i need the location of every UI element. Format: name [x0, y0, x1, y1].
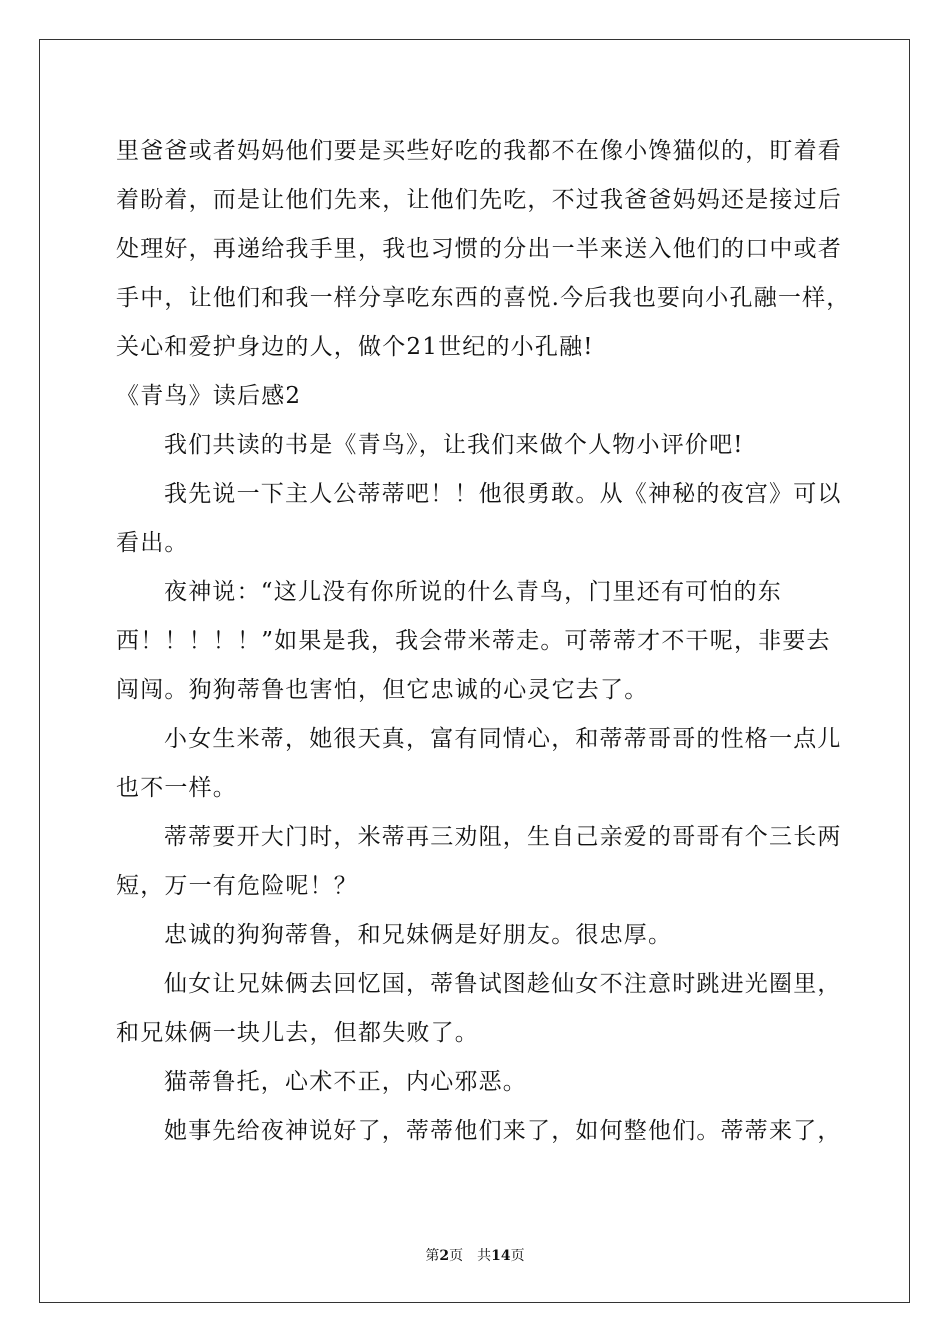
text-line-16: 短，万一有危险呢！？ [116, 873, 358, 899]
text-line-1: 里爸爸或者妈妈他们要是买些好吃的我都不在像小馋猫似的，盯着看 [116, 138, 842, 164]
page-number: 2 [439, 1248, 450, 1264]
text-line-12: 闯闯。狗狗蒂鲁也害怕，但它忠诚的心灵它去了。 [116, 677, 649, 703]
page-footer [0, 1245, 950, 1265]
text-line-18: 仙女让兄妹俩去回忆国，蒂鲁试图趁仙女不注意时跳进光圈里， [164, 971, 842, 997]
document-body [116, 127, 851, 1156]
text-line-3: 处理好，再递给我手里，我也习惯的分出一半来送入他们的口中或者 [116, 236, 842, 262]
text-line-15: 蒂蒂要开大门时，米蒂再三劝阻，生自己亲爱的哥哥有个三长两 [164, 824, 842, 850]
text-line-17: 忠诚的狗狗蒂鲁，和兄妹俩是好朋友。很忠厚。 [164, 922, 673, 948]
text-line-2: 着盼着，而是让他们先来，让他们先吃，不过我爸爸妈妈还是接过后 [116, 187, 842, 213]
text-line-13: 小女生米蒂，她很天真，富有同情心，和蒂蒂哥哥的性格一点儿 [164, 726, 842, 752]
text-line-8: 我先说一下主人公蒂蒂吧！！他很勇敢。从《神秘的夜宫》可以 [164, 481, 842, 507]
total-pages: 14 [491, 1248, 511, 1264]
total-pages-suffix: 页 [510, 1248, 525, 1264]
text-line-11: 西！！！！！”如果是我，我会带米蒂走。可蒂蒂才不干呢，非要去 [116, 628, 831, 654]
text-line-14: 也不一样。 [116, 775, 237, 801]
text-line-7: 我们共读的书是《青鸟》，让我们来做个人物小评价吧! [164, 432, 744, 458]
text-line-10: 夜神说：“这儿没有你所说的什么青鸟，门里还有可怕的东 [164, 579, 782, 605]
page-number-prefix: 第 [425, 1248, 440, 1264]
text-line-4: 手中，让他们和我一样分享吃东西的喜悦.今后我也要向小孔融一样， [116, 285, 851, 311]
section-heading: 《青鸟》读后感2 [116, 383, 302, 409]
text-line-20: 猫蒂鲁托，心术不正，内心邪恶。 [164, 1069, 527, 1095]
page-number-suffix: 页 [449, 1248, 464, 1264]
text-line-19: 和兄妹俩一块儿去，但都失败了。 [116, 1020, 479, 1046]
text-line-5: 关心和爱护身边的人，做个21世纪的小孔融! [116, 334, 594, 360]
total-pages-prefix: 共 [477, 1248, 492, 1264]
text-line-9: 看出。 [116, 530, 189, 556]
text-line-21: 她事先给夜神说好了，蒂蒂他们来了，如何整他们。蒂蒂来了， [164, 1118, 842, 1144]
